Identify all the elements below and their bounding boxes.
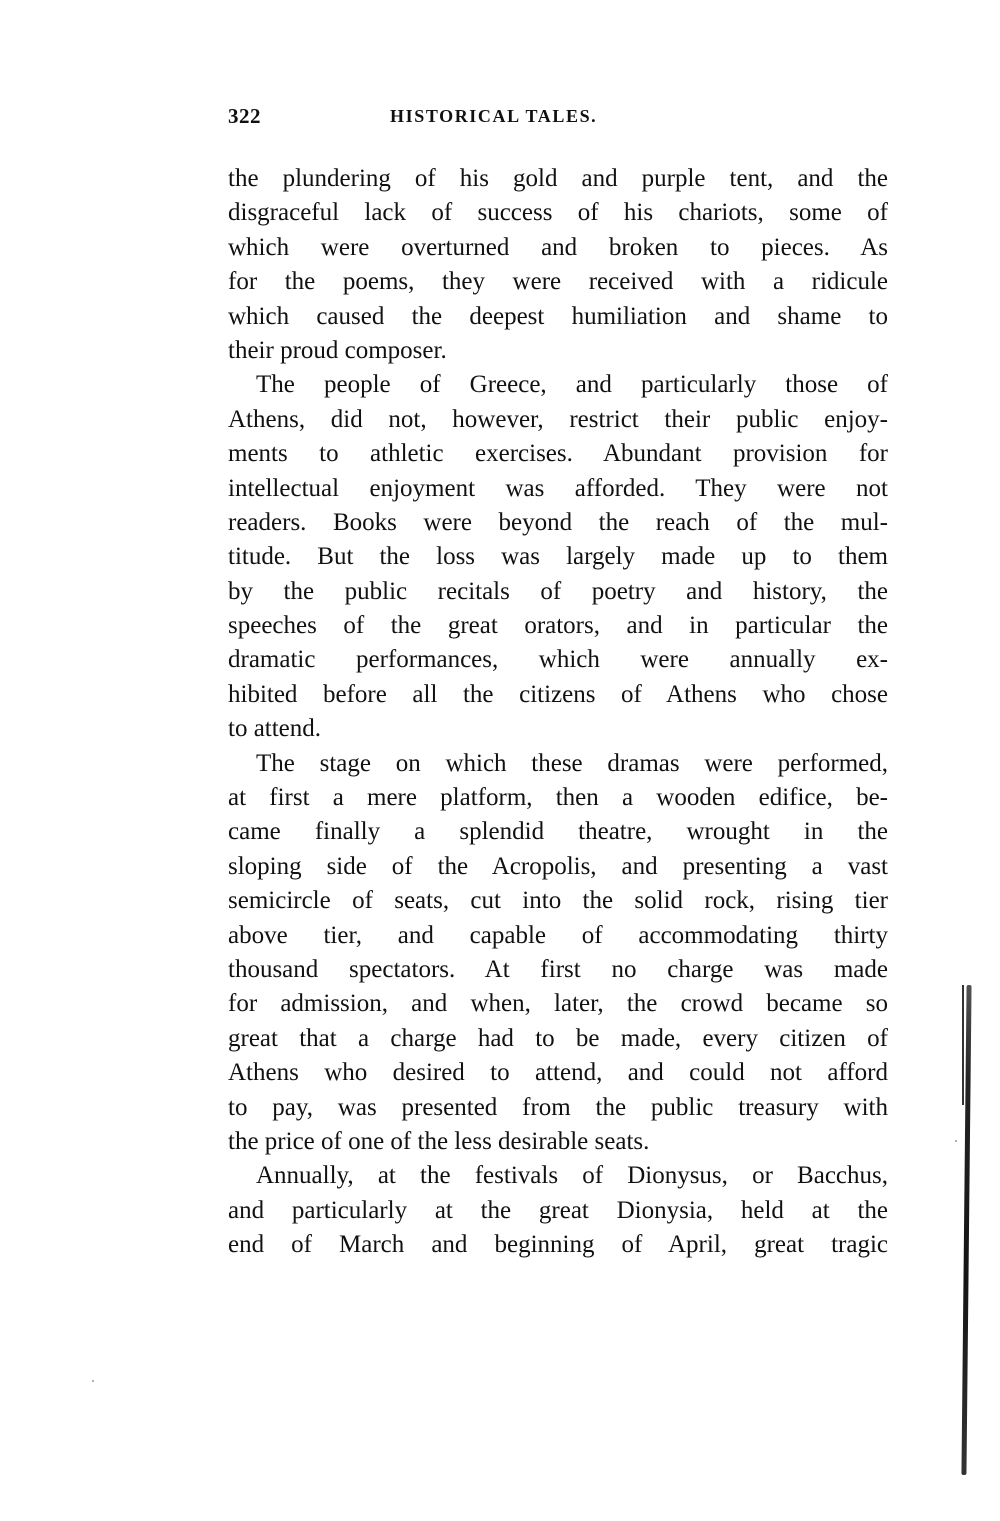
text-line: by the public recitals of poetry and history, the bbox=[228, 577, 888, 605]
text-line: readers. Books were beyond the reach of the mul- bbox=[228, 508, 888, 536]
text-line: which were overturned and broken to pieces. As bbox=[228, 233, 888, 261]
text-line: The stage on which these dramas were performed, bbox=[256, 749, 888, 777]
scan-speck bbox=[955, 1140, 957, 1142]
text-line: for the poems, they were received with a ridicule bbox=[228, 268, 888, 296]
text-line: speeches of the great orators, and in particular the bbox=[228, 612, 888, 640]
text-line: hibited before all the citizens of Athens who chose bbox=[228, 680, 888, 708]
text-line: ments to athletic exercises. Abundant provision for bbox=[228, 440, 888, 468]
text-line: the price of one of the less desirable seats. bbox=[228, 1127, 650, 1155]
text-line: which caused the deepest humiliation and shame to bbox=[228, 302, 888, 330]
text-line: great that a charge had to be made, every citizen of bbox=[228, 1024, 888, 1052]
text-line: above tier, and capable of accommodating thirty bbox=[228, 921, 888, 949]
paragraph bbox=[228, 162, 888, 368]
text-line: and particularly at the great Dionysia, held at the bbox=[228, 1196, 888, 1224]
text-line: came finally a splendid theatre, wrought in the bbox=[228, 818, 888, 846]
running-title: HISTORICAL TALES. bbox=[390, 106, 598, 126]
page-number: 322 bbox=[228, 104, 261, 128]
text-line: sloping side of the Acropolis, and presenting a vast bbox=[228, 852, 888, 880]
text-line: disgraceful lack of success of his chariots, some of bbox=[228, 199, 888, 227]
text-line: end of March and beginning of April, great tragic bbox=[228, 1231, 888, 1259]
text-line: dramatic performances, which were annually ex- bbox=[228, 646, 888, 674]
text-line: Annually, at the festivals of Dionysus, or Bacchus, bbox=[256, 1162, 888, 1190]
body-text bbox=[228, 162, 888, 1263]
text-line: intellectual enjoyment was afforded. They were not bbox=[228, 474, 888, 502]
text-line: Athens, did not, however, restrict their public enjoy- bbox=[228, 405, 888, 433]
text-line: The people of Greece, and particularly those of bbox=[256, 371, 888, 399]
paragraph bbox=[228, 747, 888, 1160]
text-line: semicircle of seats, cut into the solid rock, rising tier bbox=[228, 887, 888, 915]
text-line: for admission, and when, later, the crowd became so bbox=[228, 990, 888, 1018]
scan-edge-artifact bbox=[962, 985, 964, 1105]
text-line: to attend. bbox=[228, 715, 322, 743]
paragraph bbox=[228, 368, 888, 746]
text-line: the plundering of his gold and purple tent, and the bbox=[228, 165, 888, 192]
text-line: to pay, was presented from the public treasury with bbox=[228, 1093, 888, 1121]
paragraph bbox=[228, 1159, 888, 1262]
running-head bbox=[228, 104, 888, 134]
text-line: thousand spectators. At first no charge was made bbox=[228, 955, 888, 983]
text-line: at first a mere platform, then a wooden edifice, be- bbox=[228, 784, 888, 812]
text-line: Athens who desired to attend, and could not afford bbox=[228, 1059, 888, 1087]
scan-speck bbox=[92, 1380, 94, 1382]
text-line: their proud composer. bbox=[228, 336, 447, 364]
text-line: titude. But the loss was largely made up to them bbox=[228, 543, 888, 571]
